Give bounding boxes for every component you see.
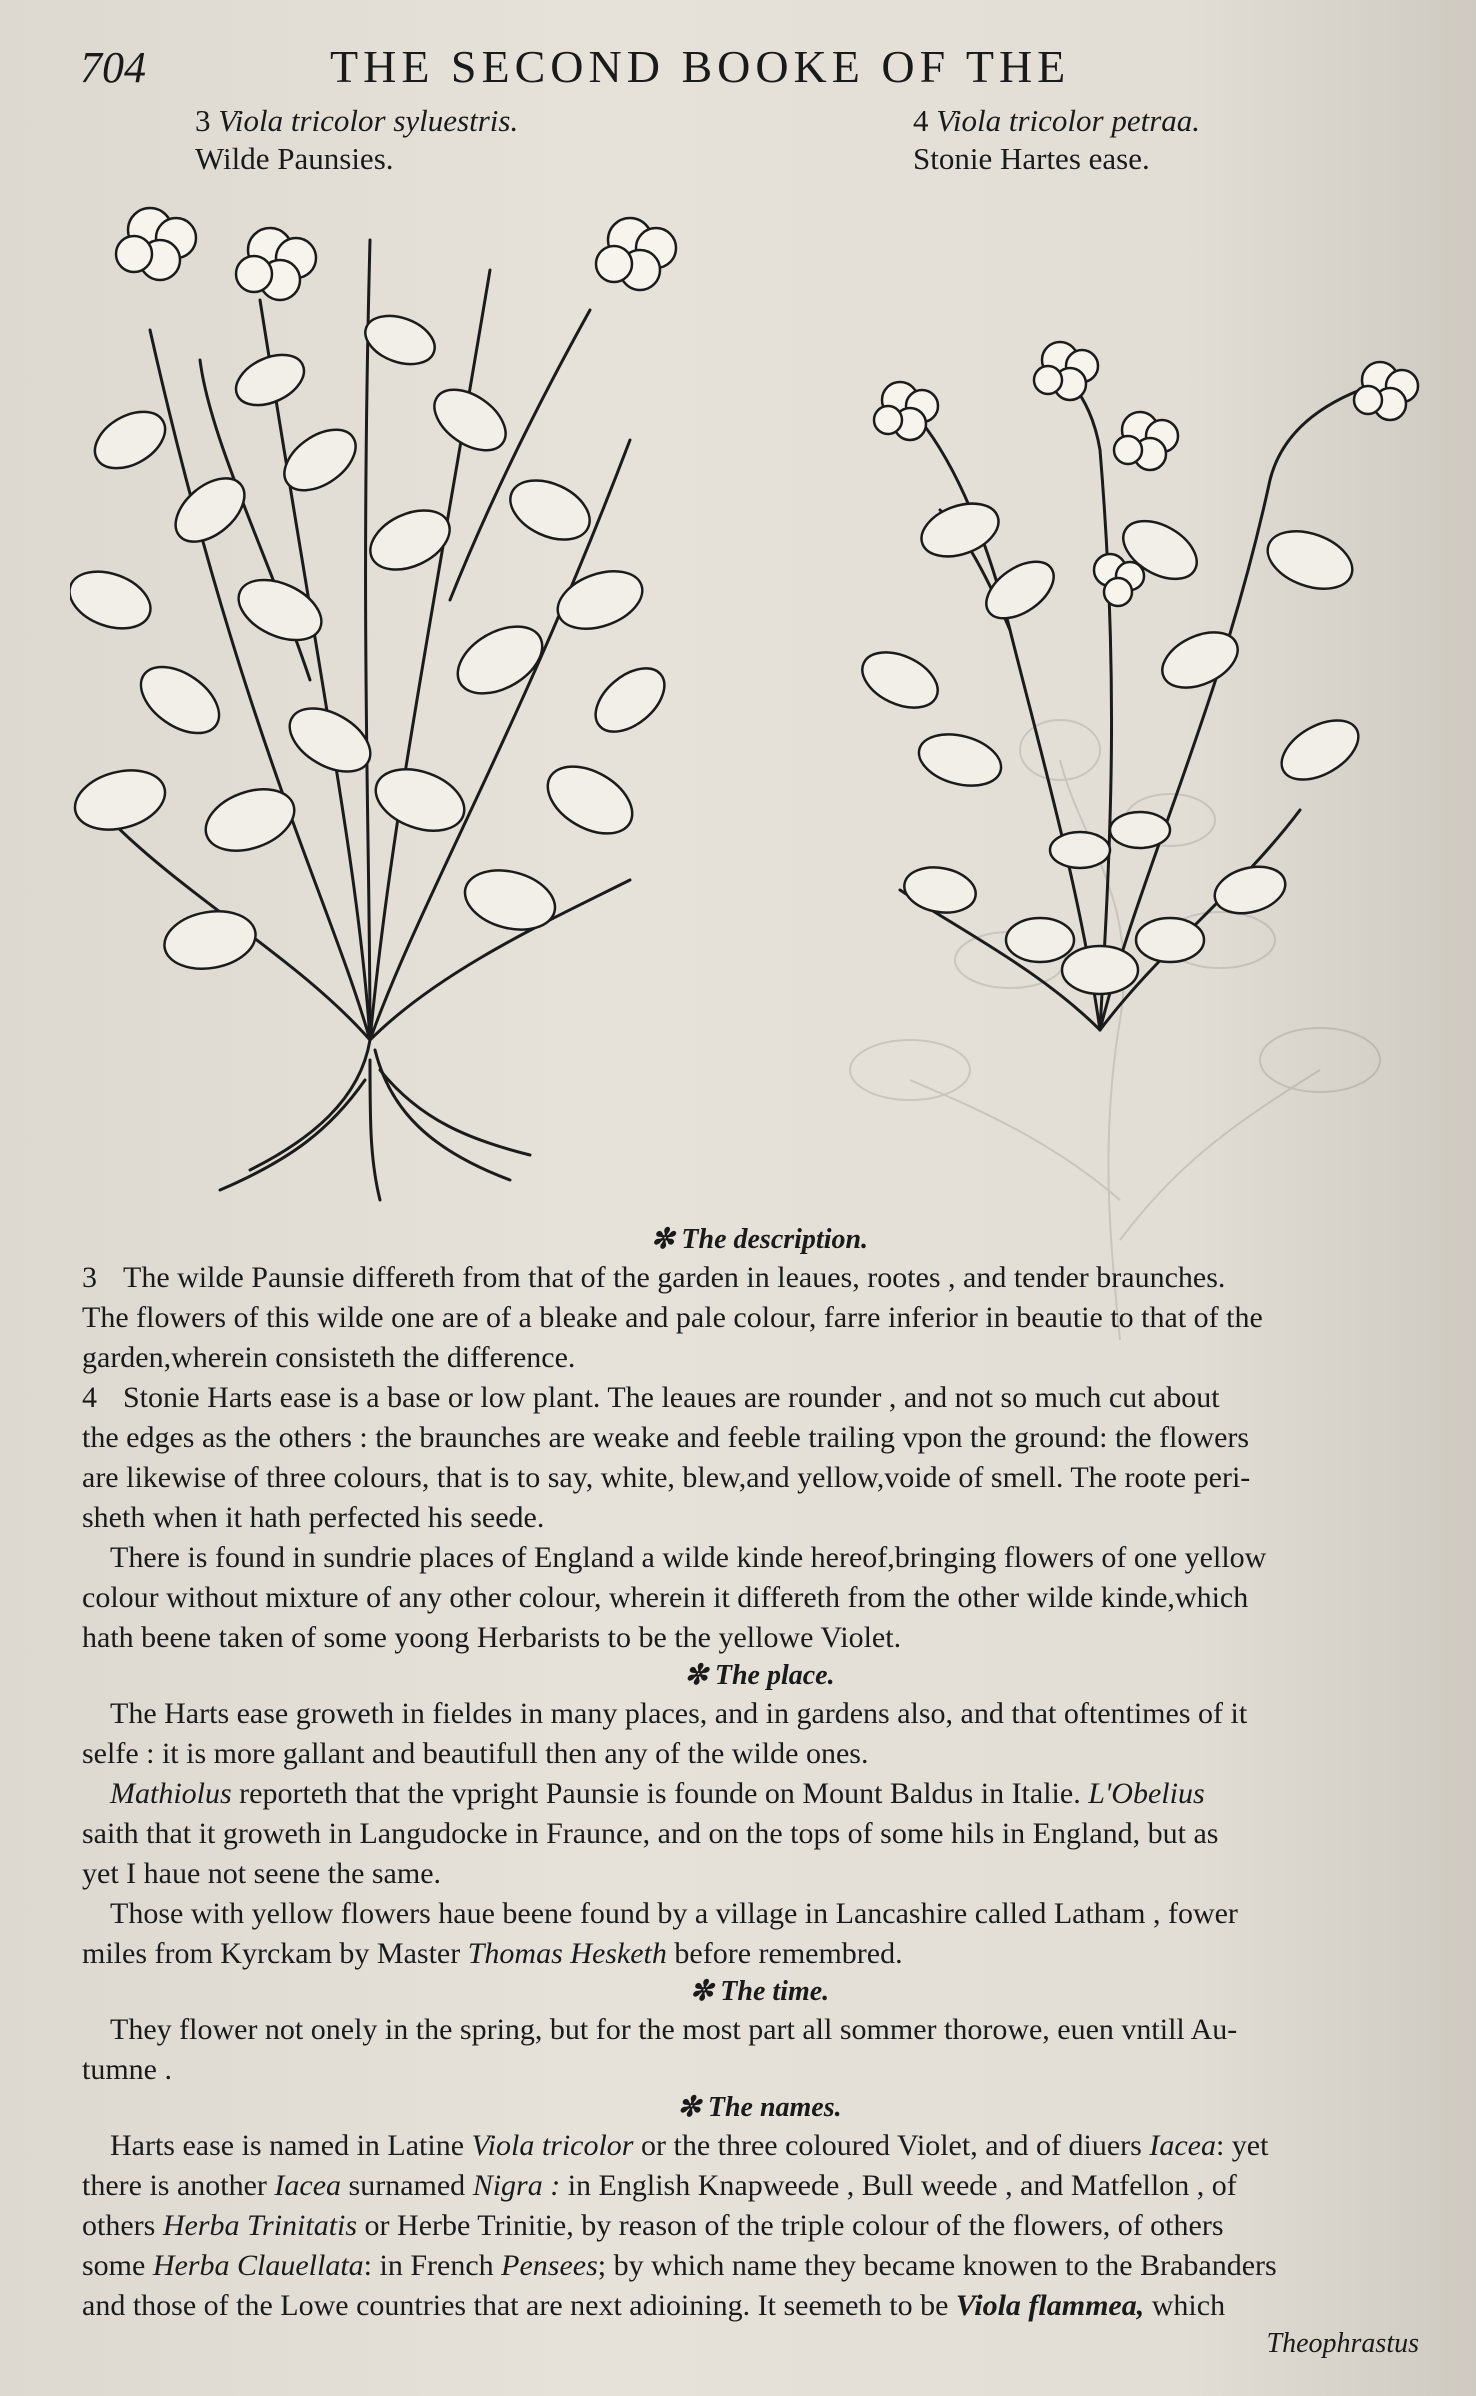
section-heading-names: ✼ The names.: [677, 2092, 842, 2123]
time-paragraph: They flower not onely in the spring, but for the most part all sommer thorowe, euen vntill Au- tumne .: [82, 2013, 1238, 2086]
figure-caption-right: [913, 102, 1200, 178]
page-number: 704: [80, 43, 146, 92]
caption-latin-name: Viola tricolor syluestris.: [218, 103, 519, 138]
description-paragraph: There is found in sundrie places of England a wilde kinde hereof,bringing flowers of one yellow colour without mixture of any other colour, wherein it differeth from the other wilde kinde,which hath beene taken of some yoong Herbarists to be the yellowe Violet.: [82, 1541, 1267, 1654]
woodcut-stony-hearts-ease-illustration: [840, 330, 1440, 1070]
woodcut-wild-pansy-illustration: [70, 180, 710, 1220]
place-paragraph-1: The Harts ease groweth in fieldes in many places, and in gardens also, and that oftentimes of it selfe : it is more gallant and beautifull then any of the wilde ones.: [82, 1697, 1248, 1770]
section-heading-time: ✼ The time.: [689, 1976, 830, 2007]
caption-latin-name: Viola tricolor petraa.: [936, 103, 1201, 138]
fleuron-icon: ✼: [684, 1660, 708, 1691]
description-item-3: 3 The wilde Paunsie differeth from that of the garden in leaues, rootes , and tender braunches. The flowers of this wilde one are of a bleake and pale colour, farre inferior in beautie to that of the garden,wherein consisteth the difference.: [82, 1261, 1263, 1374]
place-paragraph-2: Mathiolus reporteth that the vpright Paunsie is founde on Mount Baldus in Italie. L'Obelius saith that it groweth in Langudocke in Fraunce, and on the tops of some hils in England, but as yet I haue not seene the same.: [82, 1777, 1219, 1890]
names-paragraph: Harts ease is named in Latine Viola tricolor or the three coloured Violet, and of diuers Iacea: yet there is another Iacea surnamed Nigra : in English Knapweede , Bull weede , and Matfellon , of others Herba Trinitatis or Herbe Trinitie, by reason of the triple colour of the flowers, of others some Herba Clauellata: in French Pensees; by which name they became knowen to the Brabanders and those of the Lowe countries that are next adioining. It seemeth to be Viola flammea, which: [82, 2129, 1277, 2322]
caption-number: 3: [195, 103, 211, 138]
fleuron-icon: ✼: [689, 1976, 714, 2007]
person-name: Thomas Hesketh: [467, 1937, 667, 1970]
body-text: [82, 1222, 1437, 2362]
author-name: Mathiolus: [110, 1777, 232, 1810]
fleuron-icon: ✼: [677, 2092, 701, 2123]
catchword: Theophrastus: [1266, 2328, 1419, 2359]
fleuron-icon: ✼: [650, 1224, 675, 1255]
section-heading-place: ✼ The place.: [684, 1660, 835, 1691]
caption-number: 4: [913, 103, 929, 138]
figure-caption-left: [195, 102, 518, 178]
running-head: THE SECOND BOOKE OF THE: [330, 41, 1071, 92]
page-header: [80, 40, 1420, 100]
place-paragraph-3: Those with yellow flowers haue beene found by a village in Lancashire called Latham , fower miles from Kyrckam by Master Thomas Hesketh before remembred.: [82, 1897, 1238, 1970]
caption-english-name: Wilde Paunsies.: [195, 141, 394, 176]
description-item-4: 4 Stonie Harts ease is a base or low plant. The leaues are rounder , and not so much cut about the edges as the others : the braunches are weake and feeble trailing vpon the ground: the flowers are likewise of three colours, that is to say, white, blew,and yellow,voide of smell. The roote peri- sheth when it hath perfected his seede.: [82, 1381, 1251, 1534]
section-heading-description: ✼ The description.: [650, 1224, 869, 1255]
caption-english-name: Stonie Hartes ease.: [913, 141, 1150, 176]
item-number: 3: [82, 1261, 97, 1294]
author-name: L'Obelius: [1088, 1777, 1205, 1810]
item-number: 4: [82, 1381, 97, 1414]
